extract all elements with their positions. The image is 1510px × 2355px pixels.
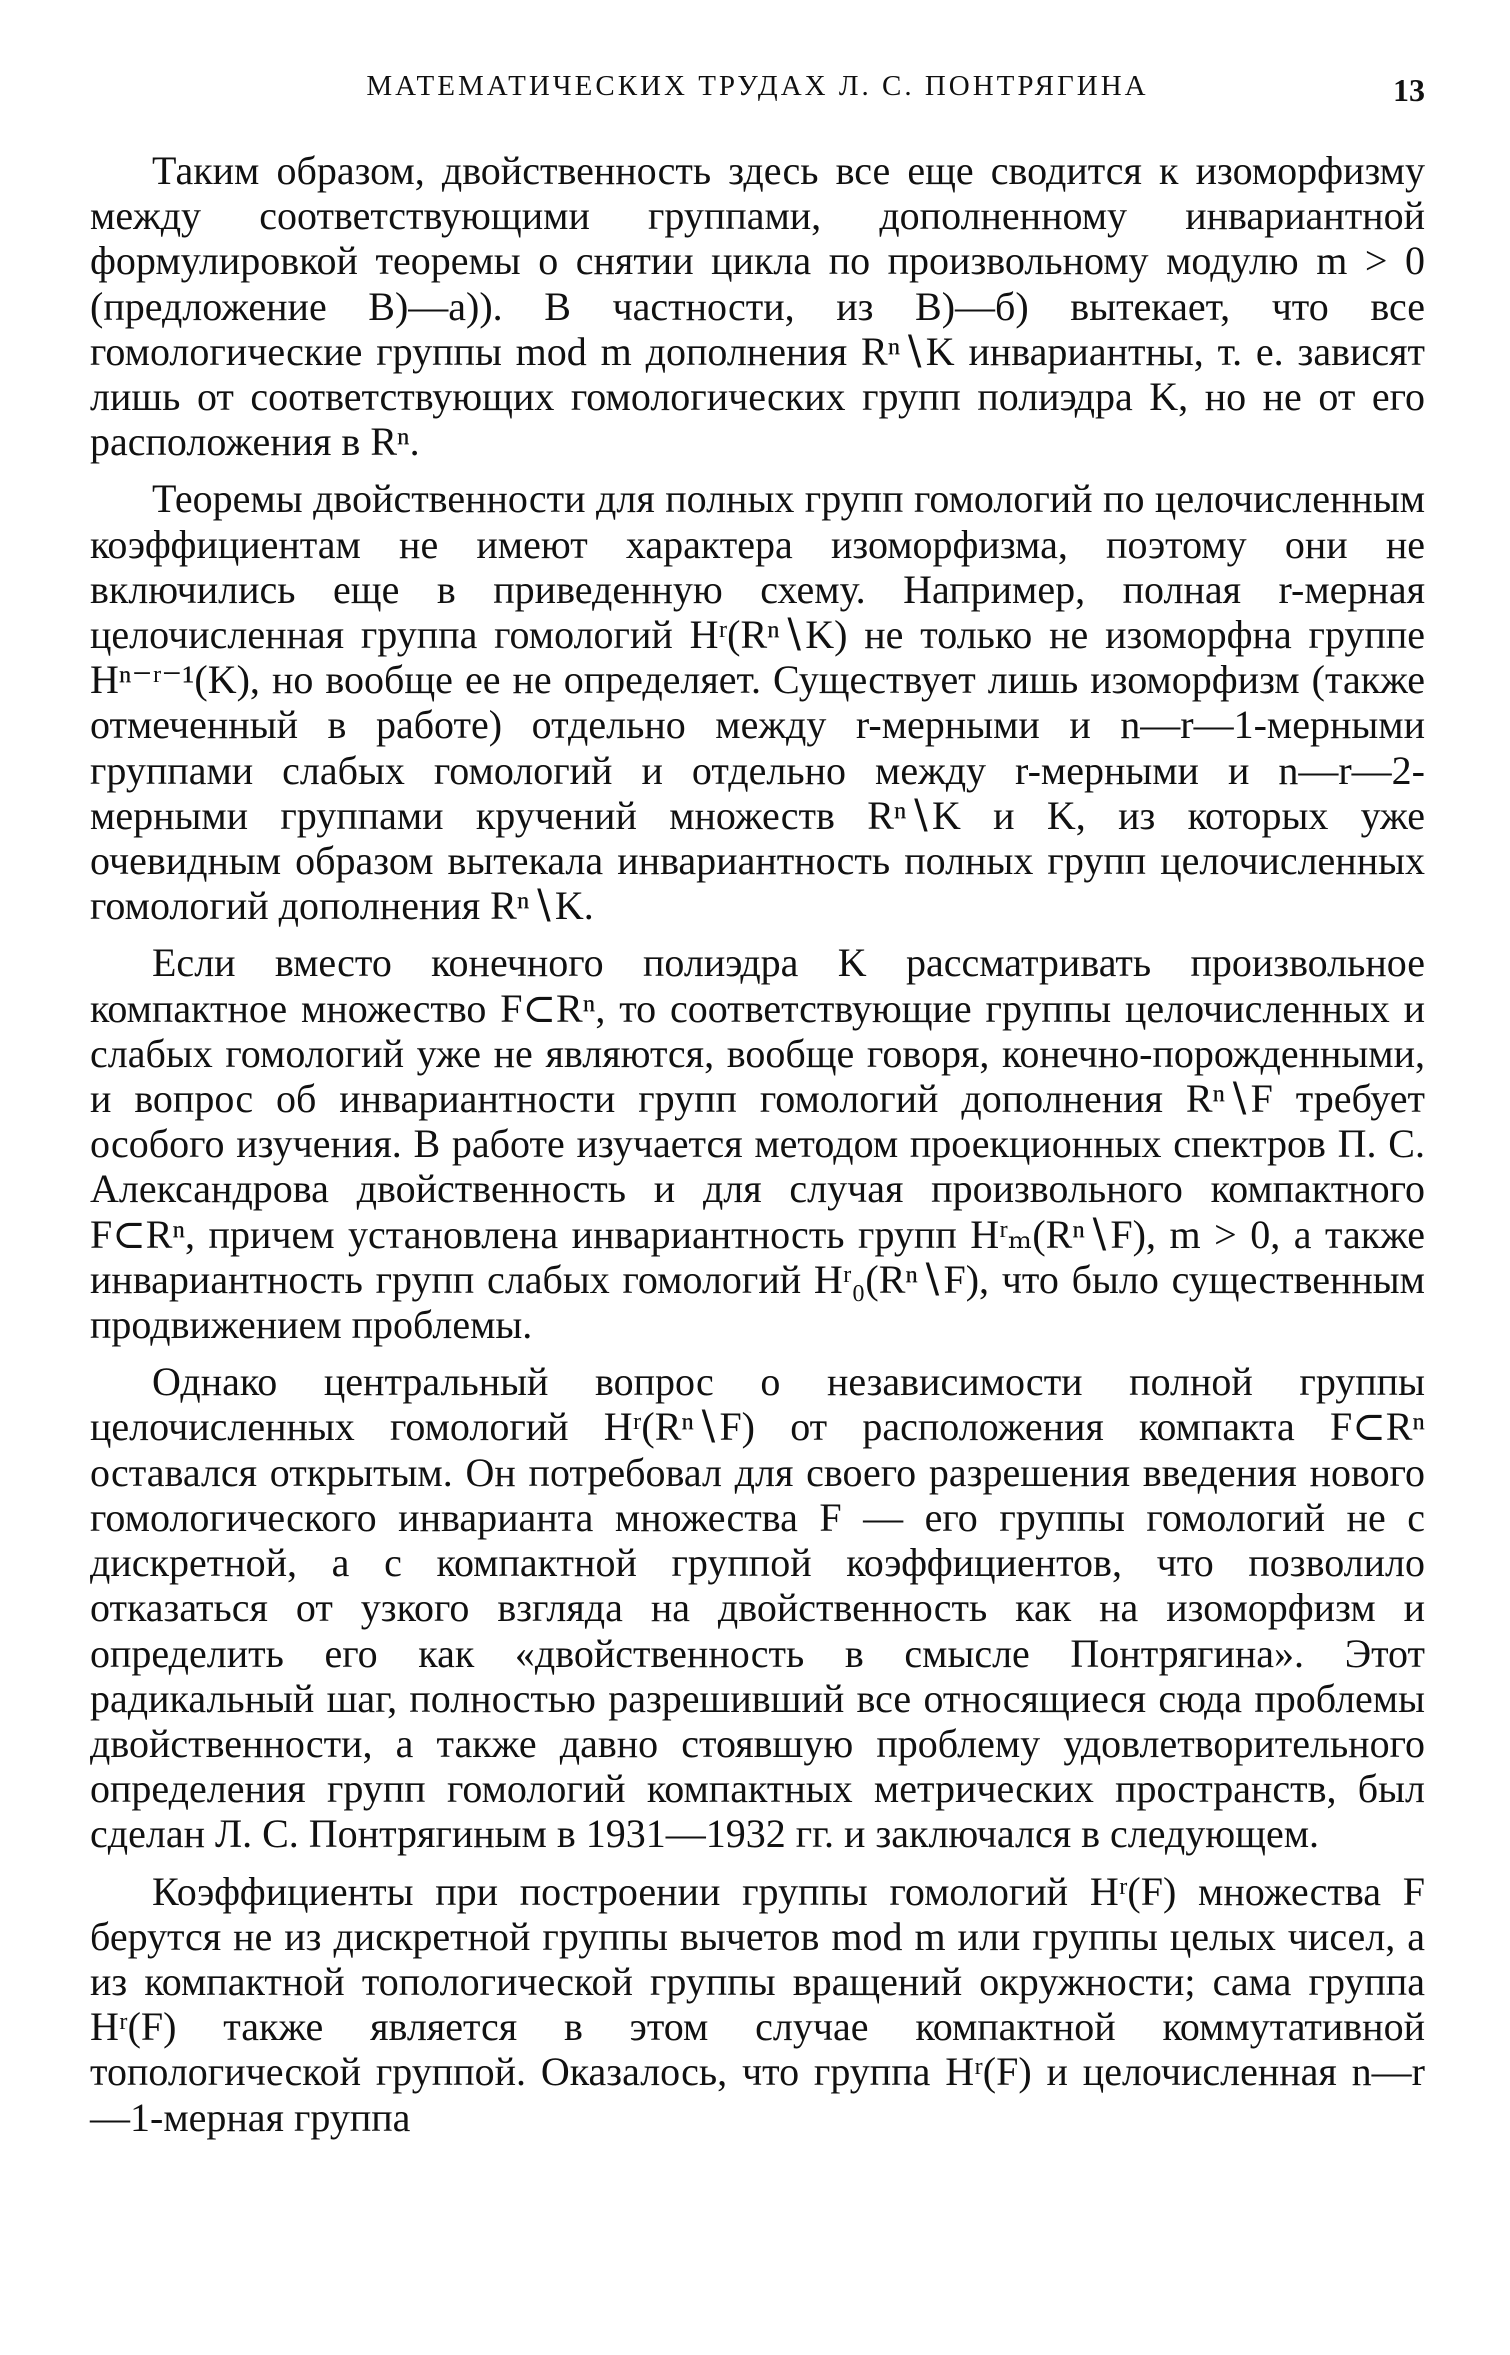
book-page — [90, 62, 1425, 2152]
paragraph-2: Теоремы двойственности для полных групп гомологий по целочисленным коэффициентам не имеют характера изоморфизма, поэтому они не включились еще в приведенную схему. Например, полная r-мерная целочисленная группа гомологий Hʳ(Rⁿ∖K) не только не изоморфна группе Hⁿ⁻ʳ⁻¹(K), но вообще ее не определяет. Существует лишь изоморфизм (также отмеченный в работе) отдельно между r-мерными и n—r—1-мерными группами слабых гомологий и отдельно между r-мерными и n—r—2-мерными группами кручений множеств Rⁿ∖K и K, из которых уже очевидным образом вытекала инвариантность полных групп целочисленных гомологий дополнения Rⁿ∖K. — [90, 476, 1425, 929]
running-head: МАТЕМАТИЧЕСКИХ ТРУДАХ Л. С. ПОНТРЯГИНА — [366, 70, 1149, 102]
page-header — [90, 62, 1425, 122]
paragraph-4: Однако центральный вопрос о независимости полной группы целочисленных гомологий Hʳ(Rⁿ∖F) от расположения компакта F⊂Rⁿ оставался открытым. Он потребовал для своего разрешения введения нового гомологического инварианта множества F — его группы гомологий не с дискретной, а с компактной группой коэффициентов, что позволило отказаться от узкого взгляда на двойственность как на изоморфизм и определить его как «двойственность в смысле Понтрягина». Этот радикальный шаг, полностью разрешивший все относящиеся сюда проблемы двойственности, а также давно стоявшую проблему удовлетворительного определения групп гомологий компактных метрических пространств, был сделан Л. С. Понтрягиным в 1931—1932 гг. и заключался в следующем. — [90, 1359, 1425, 1857]
page-number: 13 — [1393, 72, 1425, 108]
paragraph-5: Коэффициенты при построении группы гомологий Hʳ(F) множества F берутся не из дискретной группы вычетов mod m или группы целых чисел, а из компактной топологической группы вращений окружности; сама группа Hʳ(F) также является в этом случае компактной коммутативной топологической группой. Оказалось, что группа Hʳ(F) и целочисленная n—r—1-мерная группа — [90, 1868, 1425, 2140]
body-text — [90, 148, 1425, 2140]
paragraph-1: Таким образом, двойственность здесь все еще сводится к изоморфизму между соответствующими группами, дополненному инвариантной формулировкой теоремы о снятии цикла по произвольному модулю m > 0 (предложение B)—a)). В частности, из B)—б) вытекает, что все гомологические группы mod m дополнения Rⁿ∖K инвариантны, т. е. зависят лишь от соответствующих гомологических групп полиэдра K, но не от его расположения в Rⁿ. — [90, 148, 1425, 465]
paragraph-3: Если вместо конечного полиэдра K рассматривать произвольное компактное множество F⊂Rⁿ, то соответствующие группы целочисленных и слабых гомологий уже не являются, вообще говоря, конечно-порожденными, и вопрос об инвариантности групп гомологий дополнения Rⁿ∖F требует особого изучения. В работе изучается методом проекционных спектров П. С. Александрова двойственность и для случая произвольного компактного F⊂Rⁿ, причем установлена инвариантность групп Hʳₘ(Rⁿ∖F), m > 0, а также инвариантность групп слабых гомологий Hʳ₀(Rⁿ∖F), что было существенным продвижением проблемы. — [90, 940, 1425, 1348]
